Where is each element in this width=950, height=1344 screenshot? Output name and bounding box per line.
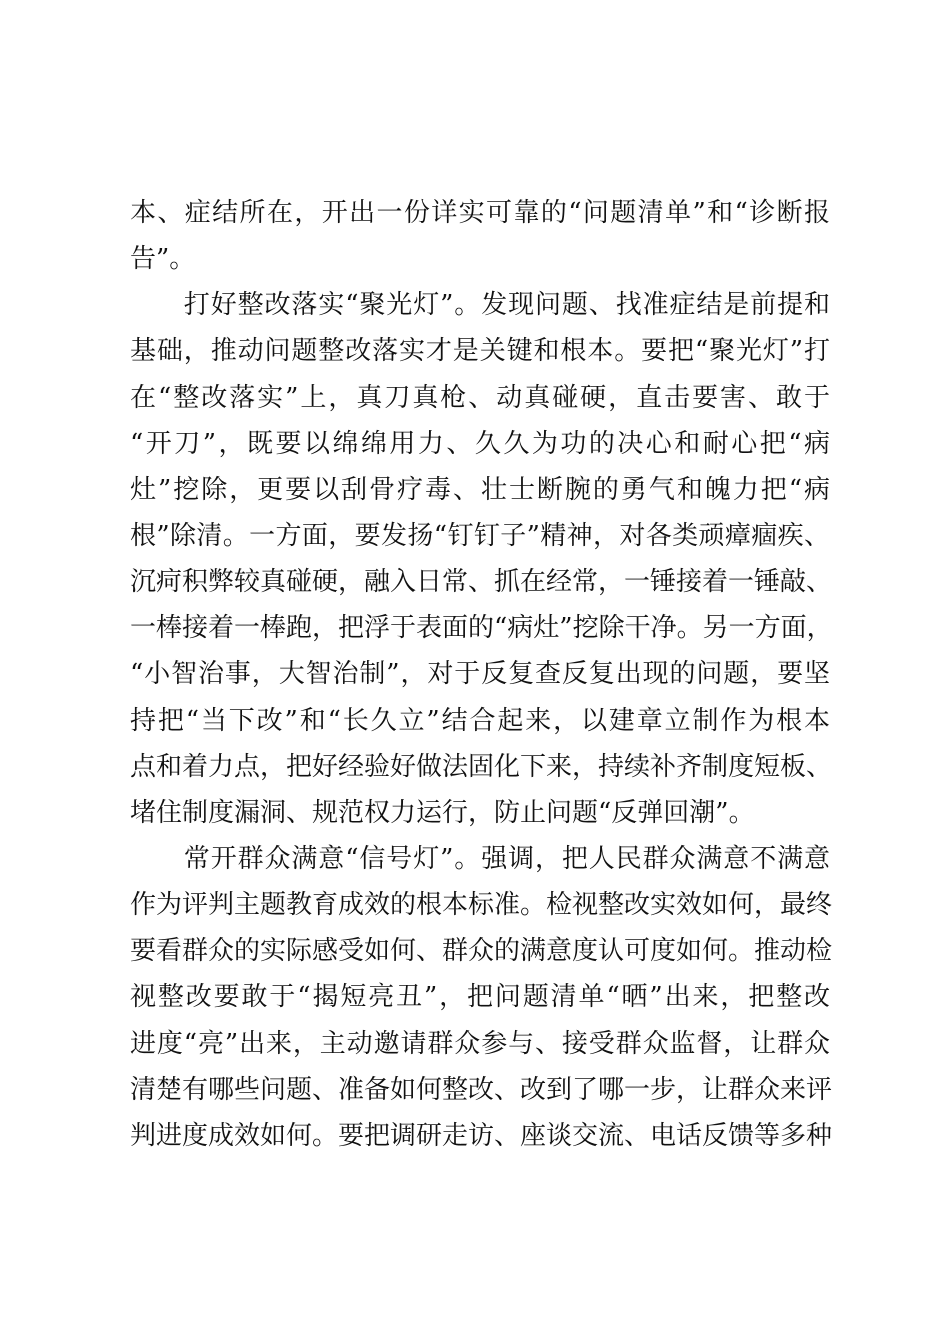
text-line: 一棒接着一棒跑，把浮于表面的“病灶”挖除干净。另一方面， — [130, 613, 833, 644]
text-line: 要看群众的实际感受如何、群众的满意度认可度如何。推动检 — [130, 936, 833, 967]
text-line: 进度“亮”出来，主动邀请群众参与、接受群众监督，让群众 — [130, 1028, 830, 1059]
text-line: 视整改要敢于“揭短亮丑”，把问题清单“晒”出来，把整改 — [130, 982, 830, 1013]
text-line: 打好整改落实“聚光灯”。发现问题、找准症结是前提和 — [130, 290, 830, 321]
text-line: 本、症结所在，开出一份详实可靠的“问题清单”和“诊断报 — [130, 198, 830, 228]
text-line: 常开群众满意“信号灯”。强调，把人民群众满意不满意 — [130, 843, 830, 874]
text-line: 判进度成效如何。要把调研走访、座谈交流、电话反馈等多种 — [130, 1120, 833, 1151]
text-line: “开刀”，既要以绵绵用力、久久为功的决心和耐心把“病 — [130, 428, 830, 459]
text-line: 告”。 — [130, 244, 196, 275]
text-line: 根”除清。一方面，要发扬“钉钉子”精神，对各类顽瘴痼疾、 — [130, 520, 830, 551]
document-body — [130, 190, 833, 1159]
text-line: 作为评判主题教育成效的根本标准。检视整改实效如何，最终 — [130, 890, 833, 921]
text-line: 沉疴积弊较真碰硬，融入日常、抓在经常，一锤接着一锤敲、 — [130, 567, 833, 598]
text-line: 清楚有哪些问题、准备如何整改、改到了哪一步，让群众来评 — [130, 1074, 833, 1105]
text-line: 持把“当下改”和“长久立”结合起来，以建章立制作为根本 — [130, 705, 830, 736]
text-line: “小智治事，大智治制”，对于反复查反复出现的问题，要坚 — [130, 659, 830, 690]
text-line: 在“整改落实”上，真刀真枪、动真碰硬，直击要害、敢于 — [130, 382, 830, 413]
text-line: 灶”挖除，更要以刮骨疗毒、壮士断腕的勇气和魄力把“病 — [130, 474, 830, 505]
text-line: 堵住制度漏洞、规范权力运行，防止问题“反弹回潮”。 — [130, 797, 755, 828]
text-line: 基础，推动问题整改落实才是关键和根本。要把“聚光灯”打 — [130, 336, 830, 367]
text-line: 点和着力点，把好经验好做法固化下来，持续补齐制度短板、 — [130, 751, 833, 782]
